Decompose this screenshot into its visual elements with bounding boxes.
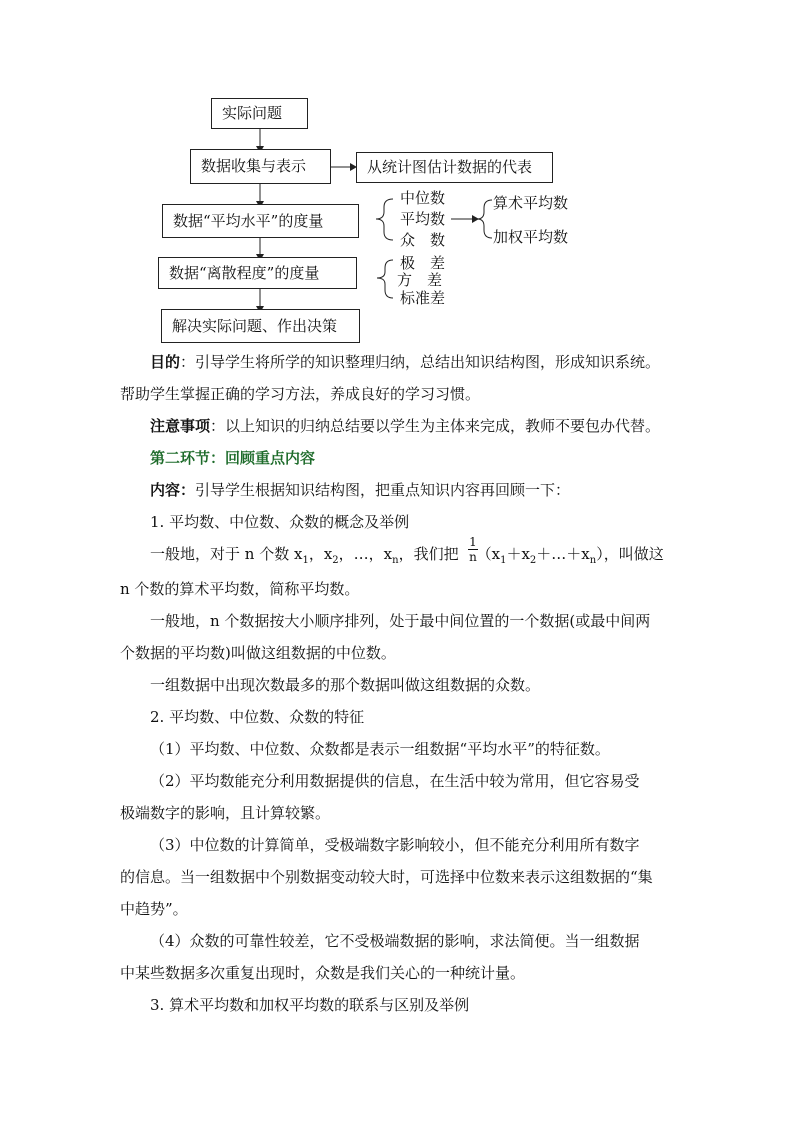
avg-item-median: 中位数	[400, 189, 446, 207]
feature-4-line-1: （4）众数的可靠性较差，它不受极端数据的影响，求法简便。当一组数据	[150, 932, 640, 950]
mean-def-text-b: ，我们把	[398, 545, 459, 563]
flow-box-actual-problem: 实际问题	[211, 98, 308, 129]
note-text: ：以上知识的归纳总结要以学生为主体来完成，教师不要包办代替。	[210, 417, 661, 435]
avg-item-mode: 众 数	[400, 231, 446, 249]
spread-item-stddev: 标准差	[400, 289, 446, 307]
sub-1: 1	[302, 555, 309, 566]
fraction-numerator: 1	[469, 535, 477, 549]
median-definition-line-1: 一般地，n 个数据按大小顺序排列，处于最中间位置的一个数据(或最中间两	[150, 612, 651, 630]
mean-def-sep: ，x	[308, 545, 333, 563]
flow-box-dispersion: 数据“离散程度”的度量	[158, 257, 357, 289]
flow-box-estimate-from-charts: 从统计图估计数据的代表	[356, 152, 553, 183]
mean-def-text-d: ＋…＋x	[536, 545, 590, 563]
avg-item-mean: 平均数	[400, 210, 446, 228]
item1-title: 1. 平均数、中位数、众数的概念及举例	[150, 513, 410, 531]
mean-def-text-a: 一般地，对于 n 个数 x	[150, 545, 303, 563]
feature-2-line-2: 极端数字的影响，且计算较繁。	[120, 804, 331, 822]
spread-item-variance: 方 差	[397, 271, 443, 289]
sub-n: n	[392, 555, 399, 566]
flow-box-data-collection: 数据收集与表示	[190, 149, 331, 184]
fraction-denominator: n	[469, 550, 477, 564]
purpose-label: 目的	[150, 353, 181, 371]
mean-item-weighted: 加权平均数	[493, 228, 569, 246]
mean-def-dots: ，…，x	[338, 545, 393, 563]
note-label: 注意事项	[150, 417, 211, 435]
fraction-one-over-n	[468, 536, 478, 565]
mode-definition: 一组数据中出现次数最多的那个数据叫做这组数据的众数。	[150, 676, 541, 694]
item3-title: 3. 算术平均数和加权平均数的联系与区别及举例	[150, 996, 470, 1014]
feature-3-line-1: （3）中位数的计算简单，受极端数字影响较小，但不能充分利用所有数字	[150, 836, 640, 854]
mean-definition-line-1	[150, 543, 664, 566]
purpose-text: ：引导学生将所学的知识整理归纳，总结出知识结构图，形成知识系统。	[180, 353, 661, 371]
feature-3-line-2: 的信息。当一组数据中个别数据变动较大时，可选择中位数来表示这组数据的“集	[120, 868, 653, 886]
sub-2b: 2	[529, 555, 537, 566]
section2-title: 第二环节：回顾重点内容	[150, 449, 316, 467]
mean-definition-line-2: n 个数的算术平均数，简称平均数。	[120, 580, 360, 598]
mean-item-arithmetic: 算术平均数	[493, 194, 569, 212]
mean-def-plus: ＋x	[506, 545, 530, 563]
content-label: 内容：	[150, 481, 196, 499]
mean-def-text-e: ），叫做这	[596, 545, 664, 563]
section2-content	[150, 479, 570, 500]
median-definition-line-2: 个数据的平均数)叫做这组数据的中位数。	[120, 644, 396, 662]
purpose-line-1	[150, 351, 660, 372]
note-line	[150, 415, 660, 436]
flow-box-decision: 解决实际问题、作出决策	[161, 309, 360, 343]
purpose-line-2: 帮助学生掌握正确的学习方法，养成良好的学习习惯。	[120, 385, 481, 403]
feature-2-line-1: （2）平均数能充分利用数据提供的信息，在生活中较为常用，但它容易受	[150, 772, 640, 790]
content-text: 引导学生根据知识结构图，把重点知识内容再回顾一下：	[195, 481, 571, 499]
flow-box-average-level: 数据“平均水平”的度量	[162, 204, 359, 238]
sub-1b: 1	[500, 555, 507, 566]
feature-1: （1）平均数、中位数、众数都是表示一组数据“平均水平”的特征数。	[150, 740, 610, 758]
item2-title: 2. 平均数、中位数、众数的特征	[150, 708, 365, 726]
feature-3-line-3: 中趋势”。	[120, 900, 188, 918]
sub-nb: n	[589, 555, 597, 566]
sub-2: 2	[332, 555, 339, 566]
mean-def-text-c: （x	[476, 545, 501, 563]
spread-item-range: 极 差	[400, 254, 446, 272]
feature-4-line-2: 中某些数据多次重复出现时，众数是我们关心的一种统计量。	[120, 964, 526, 982]
